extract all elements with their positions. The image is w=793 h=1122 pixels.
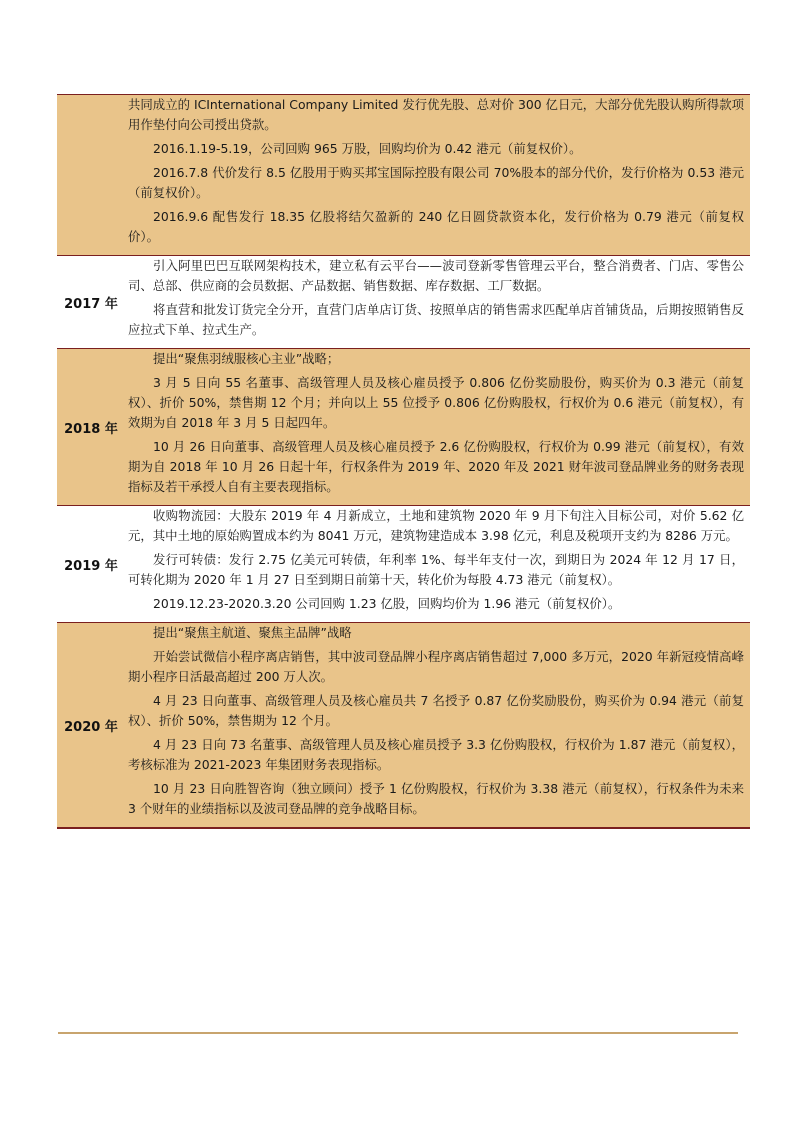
paragraph: 引入阿里巴巴互联网架构技术，建立私有云平台——波司登新零售管理云平台，整合消费者、门店、零售公司、总部、供应商的会员数据、产品数据、销售数据、库存数据、工厂数据。 <box>128 258 744 293</box>
paragraph: 提出“聚焦羽绒服核心主业”战略； <box>153 351 340 366</box>
footer-divider <box>58 1032 738 1034</box>
table-row-2019 <box>57 505 750 622</box>
paragraph: 2016.7.8 代价发行 8.5 亿股用于购买邦宝国际控股有限公司 70%股本的部分代价，发行价格为 0.53 港元（前复权价）。 <box>128 165 744 200</box>
year-cell: 2018 年 <box>64 421 118 437</box>
content-cell <box>125 623 750 827</box>
paragraph: 3 月 5 日向 55 名董事、高级管理人员及核心雇员授予 0.806 亿份奖励股份，购买价为 0.3 港元（前复权）、折价 50%，禁售期 12 个月；并向以上 55 位授予 0.806 亿份购股权，行权价为 0.6 港元（前复权），有效期为自 2018 年 3 月 5 日起四年。 <box>128 375 744 430</box>
paragraph: 10 月 26 日向董事、高级管理人员及核心雇员授予 2.6 亿份购股权，行权价为 0.99 港元（前复权），有效期为自 2018 年 10 月 26 日起十年，行权条件为 2019 年、2020 年及 2021 财年波司登品牌业务的财务表现指标及若干承授人自有主要表现指标。 <box>128 439 744 494</box>
table-row-2018 <box>57 348 750 505</box>
paragraph: 4 月 23 日向 73 名董事、高级管理人员及核心雇员授予 3.3 亿份购股权，行权价为 1.87 港元（前复权），考核标准为 2021-2023 年集团财务表现指标。 <box>128 737 744 772</box>
history-table <box>57 94 750 829</box>
paragraph: 提出“聚焦主航道、聚焦主品牌”战略 <box>153 625 352 640</box>
content-cell <box>125 506 750 622</box>
paragraph: 共同成立的 ICInternational Company Limited 发行优先股、总对价 300 亿日元，大部分优先股认购所得款项用作垫付向公司授出贷款。 <box>128 97 744 132</box>
year-cell: 2017 年 <box>64 296 118 312</box>
table-row-2016 <box>57 95 750 255</box>
year-cell <box>57 95 125 255</box>
paragraph: 2016.9.6 配售发行 18.35 亿股将结欠盈新的 240 亿日圆贷款资本化，发行价格为 0.79 港元（前复权价）。 <box>128 209 744 244</box>
paragraph: 2016.1.19-5.19，公司回购 965 万股，回购均价为 0.42 港元（前复权价）。 <box>153 141 582 156</box>
content-cell <box>125 256 750 348</box>
year-cell: 2019 年 <box>64 558 118 574</box>
paragraph: 2019.12.23-2020.3.20 公司回购 1.23 亿股，回购均价为 1.96 港元（前复权价）。 <box>153 596 621 611</box>
paragraph: 4 月 23 日向董事、高级管理人员及核心雇员共 7 名授予 0.87 亿份奖励股份，购买价为 0.94 港元（前复权）、折价 50%，禁售期为 12 个月。 <box>128 693 744 728</box>
paragraph: 发行可转债：发行 2.75 亿美元可转债，年利率 1%、每半年支付一次，到期日为 2024 年 12 月 17 日，可转化期为 2020 年 1 月 27 日至到期日前第十天，转化价为每股 4.73 港元（前复权）。 <box>128 552 744 587</box>
table-row-2017 <box>57 255 750 348</box>
content-cell <box>125 349 750 505</box>
paragraph: 开始尝试微信小程序离店销售，其中波司登品牌小程序离店销售超过 7,000 多万元，2020 年新冠疫情高峰期小程序日活最高超过 200 万人次。 <box>128 649 744 684</box>
paragraph: 10 月 23 日向胜智咨询（独立顾问）授予 1 亿份购股权，行权价为 3.38 港元（前复权），行权条件为未来 3 个财年的业绩指标以及波司登品牌的竞争战略目标。 <box>128 781 744 816</box>
table-row-2020 <box>57 622 750 827</box>
content-cell <box>125 95 750 255</box>
year-cell: 2020 年 <box>64 719 118 735</box>
paragraph: 收购物流园：大股东 2019 年 4 月新成立，土地和建筑物 2020 年 9 月下旬注入目标公司，对价 5.62 亿元，其中土地的原始购置成本约为 8041 万元，建筑物建造成本 3.98 亿元，利息及税项开支约为 8286 万元。 <box>128 508 744 543</box>
paragraph: 将直营和批发订货完全分开，直营门店单店订货、按照单店的销售需求匹配单店首铺货品，后期按照销售反应拉式下单、拉式生产。 <box>128 302 744 337</box>
